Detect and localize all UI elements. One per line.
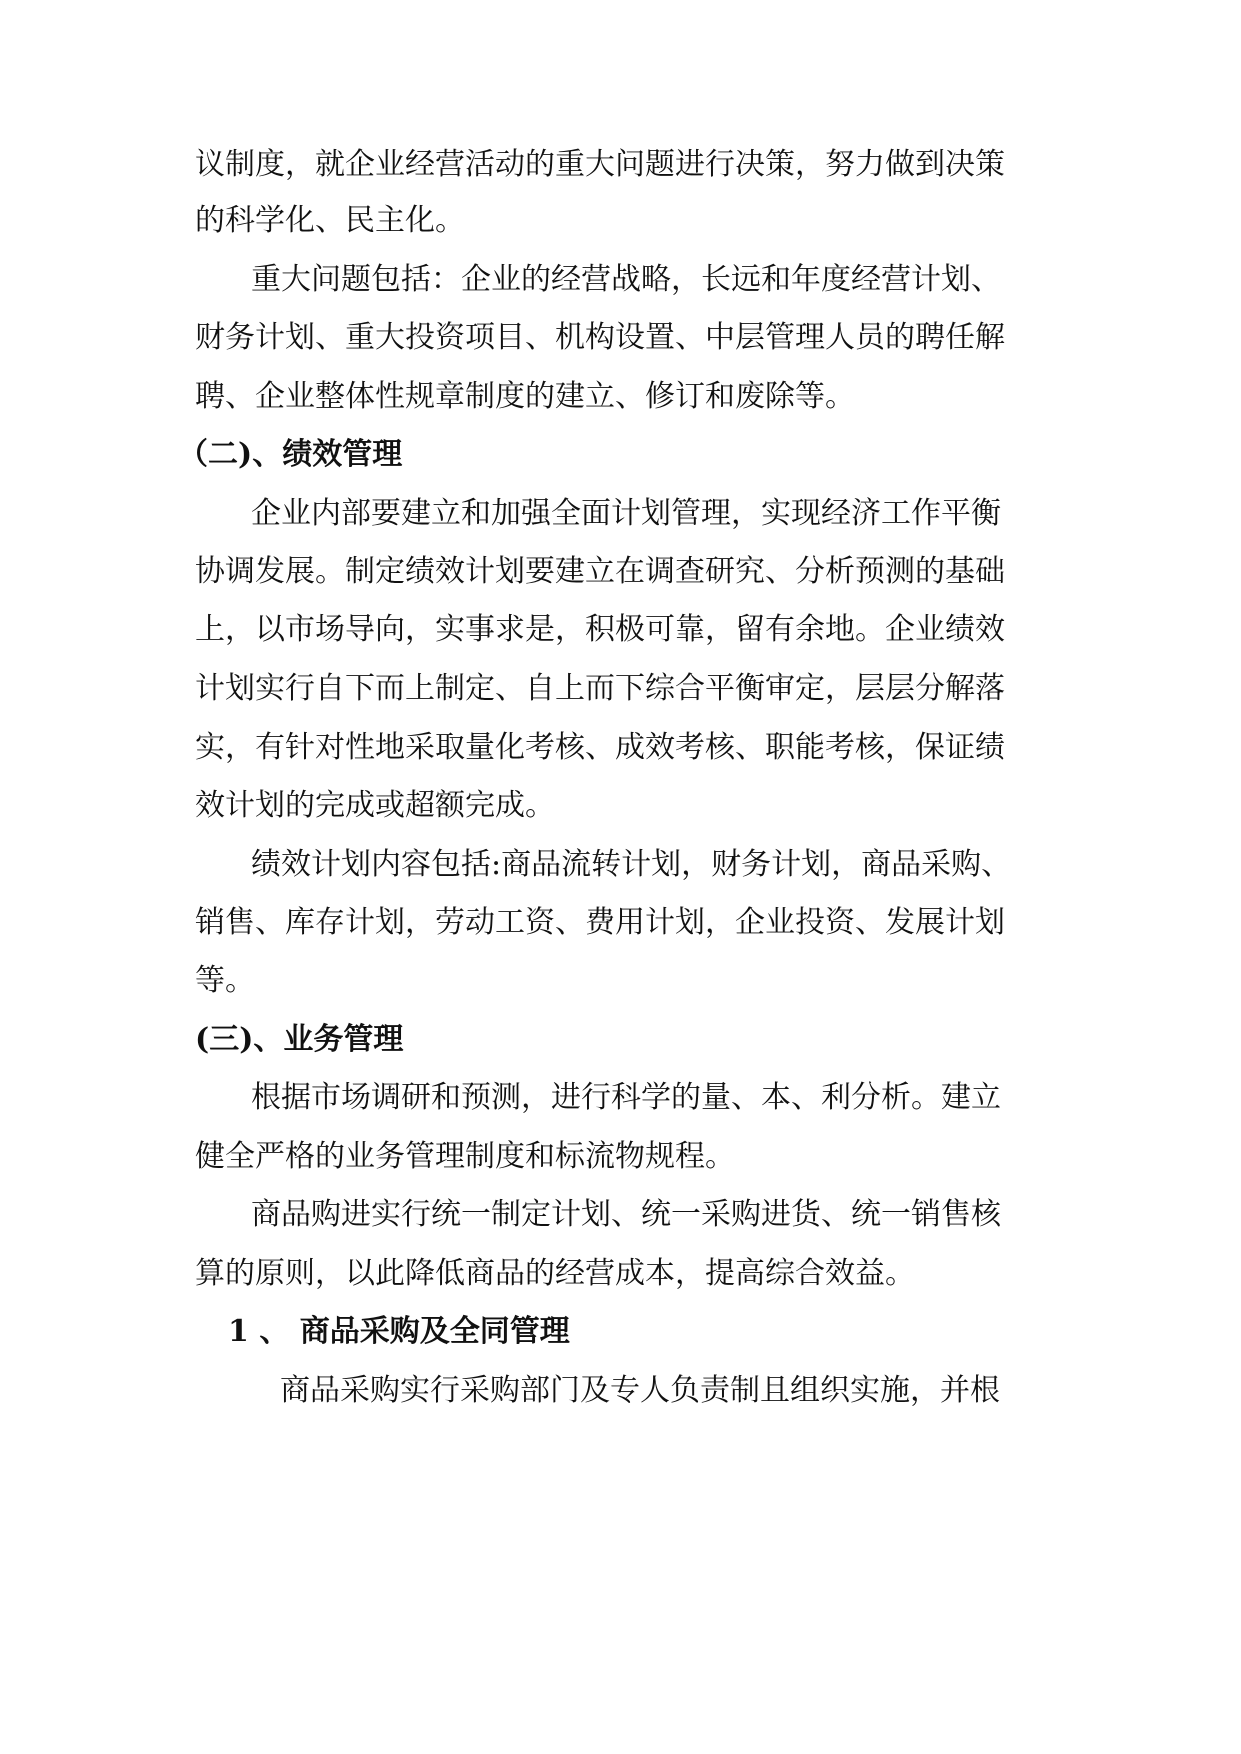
paragraph-line: 财务计划、重大投资项目、机构设置、中层管理人员的聘任解: [195, 320, 1005, 355]
paragraph-line: 聘、企业整体性规章制度的建立、修订和废除等。: [195, 379, 855, 414]
paragraph-line: 等。: [195, 963, 255, 998]
paragraph-line: 协调发展。制定绩效计划要建立在调查研究、分析预测的基础: [195, 554, 1005, 589]
section-heading: （二)、绩效管理: [178, 437, 403, 472]
paragraph-line: 重大问题包括：企业的经营战略，长远和年度经营计划、: [251, 262, 1001, 297]
paragraph-line: 销售、库存计划，劳动工资、费用计划，企业投资、发展计划: [195, 905, 1005, 940]
paragraph-line: 议制度，就企业经营活动的重大问题进行决策，努力做到决策: [195, 147, 1005, 182]
paragraph-line: 企业内部要建立和加强全面计划管理，实现经济工作平衡: [251, 496, 1001, 531]
paragraph-line: 商品采购实行采购部门及专人负责制且组织实施，并根: [280, 1373, 1000, 1408]
paragraph-line: 计划实行自下而上制定、自上而下综合平衡审定，层层分解落: [195, 671, 1005, 706]
paragraph-line: 绩效计划内容包括:商品流转计划，财务计划，商品采购、: [251, 847, 1012, 882]
paragraph-line: 商品购进实行统一制定计划、统一采购进货、统一销售核: [251, 1197, 1001, 1232]
paragraph-line: 上，以市场导向，实事求是，积极可靠，留有余地。企业绩效: [195, 612, 1005, 647]
paragraph-line: 的科学化、民主化。: [195, 203, 465, 238]
paragraph-line: 健全严格的业务管理制度和标流物规程。: [195, 1139, 735, 1174]
paragraph-line: 实，有针对性地采取量化考核、成效考核、职能考核，保证绩: [195, 730, 1005, 765]
paragraph-line: 算的原则，以此降低商品的经营成本，提高综合效益。: [195, 1256, 915, 1291]
section-heading: (三)、业务管理: [195, 1022, 404, 1057]
paragraph-line: 效计划的完成或超额完成。: [195, 788, 555, 823]
subsection-heading: 1 、 商品采购及全同管理: [228, 1314, 570, 1349]
paragraph-line: 根据市场调研和预测，进行科学的量、本、利分析。建立: [251, 1080, 1001, 1115]
